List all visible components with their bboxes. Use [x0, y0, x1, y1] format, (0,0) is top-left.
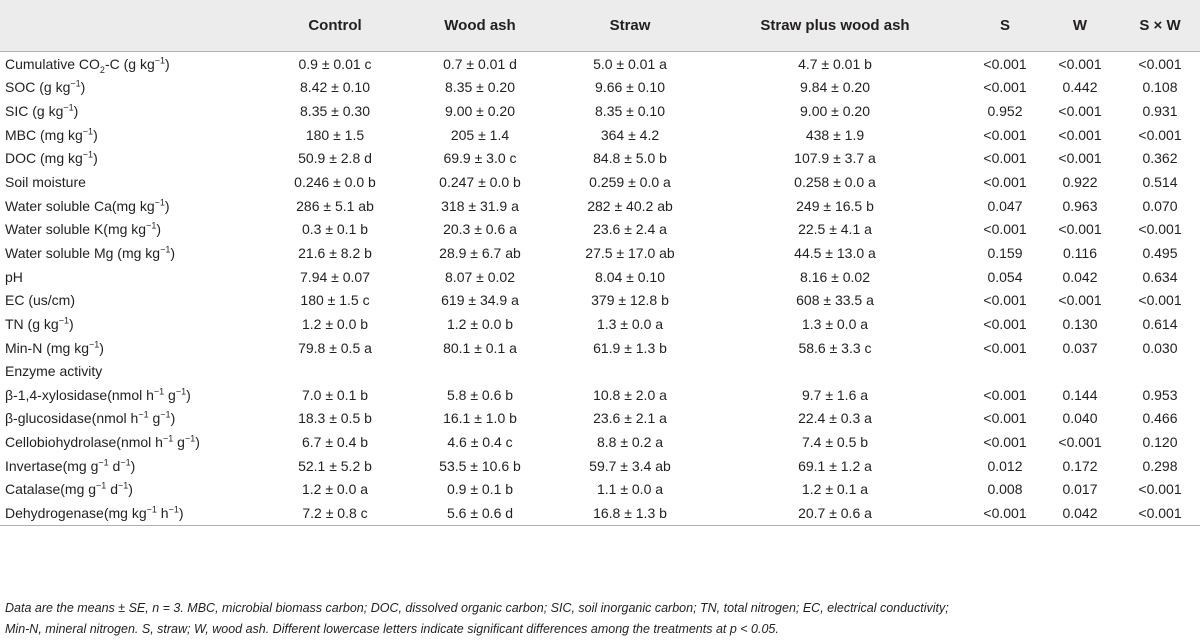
cell-control	[270, 359, 400, 383]
cell-straw-plus-wood-ash: 9.84 ± 0.20	[800, 79, 870, 96]
cell-control: 7.2 ± 0.8 c	[270, 501, 400, 525]
cell-straw: 84.8 ± 5.0 b	[593, 150, 667, 167]
row-label-part: Water soluble K(mg kg	[5, 221, 147, 238]
col-header-wood-ash: Wood ash	[400, 0, 560, 52]
table-row	[0, 430, 1200, 454]
row-label-part: −1	[138, 409, 149, 420]
row-label-part: )	[186, 386, 191, 403]
cell-sxw: 0.614	[1142, 315, 1178, 332]
cell-sxw: <0.001	[1138, 481, 1182, 498]
row-label	[0, 52, 270, 76]
cell-w: 0.037	[1062, 339, 1098, 356]
row-label-part: )	[80, 79, 86, 96]
cell-control: 52.1 ± 5.2 b	[298, 457, 372, 474]
row-label-part: −1	[82, 126, 94, 137]
row-label-part: −1	[98, 457, 109, 468]
row-label-part: Water soluble Mg (mg kg	[5, 244, 161, 261]
cell-wood-ash: 5.8 ± 0.6 b	[446, 386, 514, 403]
cell-straw-plus-wood-ash: 438 ± 1.9	[805, 126, 865, 143]
cell-s: 0.054	[987, 268, 1023, 285]
cell-s: <0.001	[983, 174, 1027, 191]
cell-straw-plus-wood-ash	[700, 359, 970, 383]
cell-control: 7.0 ± 0.1 b	[301, 386, 369, 403]
cell-wood-ash: 0.247 ± 0.0 b	[439, 174, 521, 191]
row-label-part: −1	[63, 102, 74, 113]
col-header-sxw: S × W	[1120, 0, 1200, 52]
row-label	[0, 336, 270, 360]
cell-w: 0.144	[1062, 386, 1098, 403]
cell-straw-plus-wood-ash: 0.258 ± 0.0 a	[794, 174, 876, 191]
row-label-part: β-1,4-xylosidase(nmol h	[5, 386, 154, 403]
cell-straw: 364 ± 4.2	[600, 126, 660, 143]
col-header-straw-plus-wood-ash: Straw plus wood ash	[700, 0, 970, 52]
cell-straw-plus-wood-ash: 249 ± 16.5 b	[796, 197, 874, 214]
cell-w: 0.040	[1062, 410, 1098, 427]
cell-sxw: <0.001	[1138, 126, 1182, 143]
table-row	[0, 288, 1200, 312]
row-label	[0, 217, 270, 241]
cell-wood-ash	[400, 359, 560, 383]
cell-straw-plus-wood-ash: 608 ± 33.5 a	[796, 292, 874, 309]
footnote-line-1: Data are the means ± SE, n = 3. MBC, microbial biomass carbon; DOC, dissolved organic carbon; SIC, soil inorganic carbon; TN, total nitrogen; EC, electrical conductivity;	[5, 601, 949, 615]
cell-sxw: 0.030	[1142, 339, 1178, 356]
cell-wood-ash: 16.1 ± 1.0 b	[443, 410, 517, 427]
cell-straw-plus-wood-ash: 4.7 ± 0.01 b	[798, 55, 872, 72]
cell-control: 0.246 ± 0.0 b	[294, 174, 376, 191]
cell-w	[1040, 359, 1120, 383]
row-label-part: Enzyme activity	[5, 363, 103, 380]
cell-s: <0.001	[983, 410, 1027, 427]
row-label-part: 2	[99, 64, 105, 75]
table-row	[0, 194, 1200, 218]
row-label-part: EC (us/cm)	[5, 292, 75, 309]
row-label-part: −1	[120, 457, 131, 468]
cell-straw: 16.8 ± 1.3 b	[560, 501, 700, 525]
col-header-w: W	[1040, 0, 1120, 52]
cell-w: 0.042	[1040, 501, 1120, 525]
row-label	[0, 383, 270, 407]
cell-straw-plus-wood-ash: 107.9 ± 3.7 a	[794, 150, 876, 167]
row-label-part: d	[106, 481, 118, 498]
row-label-part: −1	[146, 504, 157, 515]
row-label	[0, 407, 270, 431]
cell-s: 0.008	[987, 481, 1023, 498]
row-label-part: SOC (g kg	[5, 79, 71, 96]
cell-w: <0.001	[1058, 434, 1102, 451]
cell-wood-ash: 69.9 ± 3.0 c	[443, 150, 517, 167]
cell-w: 0.116	[1063, 244, 1097, 261]
cell-s: <0.001	[983, 126, 1027, 143]
col-header-control: Control	[270, 0, 400, 52]
cell-straw-plus-wood-ash: 22.4 ± 0.3 a	[798, 410, 872, 427]
cell-control: 8.35 ± 0.30	[300, 103, 370, 120]
cell-sxw: 0.953	[1142, 386, 1178, 403]
row-label-part: )	[130, 457, 136, 474]
row-label-part: −1	[89, 338, 100, 349]
cell-straw: 10.8 ± 2.0 a	[593, 386, 667, 403]
cell-s: <0.001	[983, 221, 1027, 238]
cell-straw: 1.3 ± 0.0 a	[596, 315, 664, 332]
cell-s: 0.012	[987, 457, 1023, 474]
table-row	[0, 241, 1200, 265]
cell-sxw: 0.070	[1142, 197, 1178, 214]
cell-control: 7.94 ± 0.07	[300, 268, 370, 285]
cell-wood-ash: 0.9 ± 0.1 b	[446, 481, 514, 498]
cell-control: 21.6 ± 8.2 b	[298, 244, 372, 261]
cell-straw: 1.1 ± 0.0 a	[596, 481, 664, 498]
table-row	[0, 99, 1200, 123]
col-header-variable	[0, 0, 270, 52]
row-label	[0, 241, 270, 265]
row-label-part: −1	[168, 504, 179, 515]
row-label-part: )	[99, 339, 104, 356]
cell-w: 0.172	[1062, 457, 1098, 474]
row-label-part: )	[93, 150, 98, 167]
row-label	[0, 288, 270, 312]
cell-sxw: 0.495	[1142, 244, 1178, 261]
row-label-part: g	[148, 410, 161, 427]
row-label-part: )	[170, 244, 176, 261]
table-footnote	[5, 598, 1195, 640]
table-row	[0, 383, 1200, 407]
col-header-s: S	[970, 0, 1040, 52]
cell-straw: 8.04 ± 0.10	[595, 268, 665, 285]
row-label-part: −1	[154, 55, 165, 66]
cell-straw: 9.66 ± 0.10	[595, 79, 665, 96]
cell-w: <0.001	[1058, 221, 1102, 238]
cell-s: <0.001	[983, 434, 1027, 451]
cell-sxw: <0.001	[1138, 292, 1182, 309]
cell-straw: 27.5 ± 17.0 ab	[585, 244, 675, 261]
row-label-part: Invertase(mg g	[5, 457, 99, 474]
table-row	[0, 359, 1200, 383]
cell-control: 8.42 ± 0.10	[300, 79, 370, 96]
cell-wood-ash: 53.5 ± 10.6 b	[439, 457, 521, 474]
row-label-part: −1	[160, 409, 171, 420]
cell-s: 0.952	[987, 103, 1023, 120]
row-label-part: −1	[175, 386, 187, 397]
cell-sxw: 0.514	[1142, 174, 1178, 191]
cell-straw: 61.9 ± 1.3 b	[593, 339, 667, 356]
table-row	[0, 478, 1200, 502]
cell-sxw: 0.298	[1142, 457, 1178, 474]
cell-straw-plus-wood-ash: 44.5 ± 13.0 a	[794, 244, 876, 261]
row-label-part: h	[156, 504, 169, 521]
cell-straw: 8.35 ± 0.10	[595, 103, 665, 120]
table-row	[0, 265, 1200, 289]
row-label	[0, 99, 270, 123]
cell-w: <0.001	[1058, 103, 1102, 120]
cell-wood-ash: 205 ± 1.4	[450, 126, 510, 143]
table-body	[0, 52, 1200, 526]
row-label-part: β-glucosidase(nmol h	[5, 410, 139, 427]
row-label-part: SIC (g kg	[5, 103, 64, 120]
row-label-part: )	[73, 103, 79, 120]
cell-s: 0.159	[987, 244, 1023, 261]
cell-w: 0.922	[1062, 174, 1098, 191]
row-label-part: Water soluble Ca(mg kg	[5, 197, 155, 214]
cell-straw-plus-wood-ash: 8.16 ± 0.02	[800, 268, 870, 285]
footnote-line-2: Min-N, mineral nitrogen. S, straw; W, wood ash. Different lowercase letters indicate significant differences among the treatments at p < 0.05.	[5, 622, 779, 636]
cell-straw-plus-wood-ash: 9.7 ± 1.6 a	[801, 386, 869, 403]
cell-s: <0.001	[983, 150, 1027, 167]
cell-control: 0.3 ± 0.1 b	[301, 221, 369, 238]
row-label-part: )	[93, 126, 98, 143]
table-row	[0, 217, 1200, 241]
row-label-part: −1	[118, 480, 129, 491]
row-label-part: Cumulative CO	[5, 55, 100, 72]
cell-straw-plus-wood-ash: 20.7 ± 0.6 a	[700, 501, 970, 525]
row-label-part: −1	[160, 244, 171, 255]
cell-control: 1.2 ± 0.0 b	[301, 315, 369, 332]
cell-control: 1.2 ± 0.0 a	[301, 481, 369, 498]
row-label	[0, 359, 270, 383]
cell-w: 0.963	[1062, 197, 1098, 214]
cell-wood-ash: 318 ± 31.9 a	[441, 197, 519, 214]
row-label-part: )	[178, 504, 184, 521]
row-label-part: −1	[96, 480, 107, 491]
cell-wood-ash: 9.00 ± 0.20	[445, 103, 515, 120]
cell-straw: 0.259 ± 0.0 a	[589, 174, 671, 191]
row-label	[0, 147, 270, 171]
table-row	[0, 454, 1200, 478]
cell-wood-ash: 80.1 ± 0.1 a	[443, 339, 517, 356]
row-label-part: −1	[154, 197, 165, 207]
cell-wood-ash: 0.7 ± 0.01 d	[443, 55, 517, 72]
cell-straw-plus-wood-ash: 1.3 ± 0.0 a	[801, 315, 869, 332]
row-label	[0, 478, 270, 502]
table-row	[0, 52, 1200, 76]
cell-s: 0.047	[987, 197, 1023, 214]
cell-straw: 8.8 ± 0.2 a	[596, 434, 664, 451]
row-label-part: )	[68, 315, 74, 332]
cell-w: 0.042	[1062, 268, 1098, 285]
cell-straw: 5.0 ± 0.01 a	[593, 55, 667, 72]
cell-straw-plus-wood-ash: 1.2 ± 0.1 a	[801, 481, 869, 498]
row-label	[0, 501, 270, 525]
cell-s: <0.001	[983, 386, 1027, 403]
cell-wood-ash: 1.2 ± 0.0 b	[446, 315, 514, 332]
cell-w: 0.442	[1062, 79, 1098, 96]
row-label-part: DOC (mg kg	[5, 150, 83, 167]
header-row	[0, 0, 1200, 52]
table-row	[0, 312, 1200, 336]
cell-wood-ash: 20.3 ± 0.6 a	[443, 221, 517, 238]
row-label-part: −1	[153, 386, 165, 397]
row-label-part: Soil moisture	[5, 174, 86, 191]
row-label-part: −1	[162, 433, 174, 444]
row-label	[0, 454, 270, 478]
cell-straw-plus-wood-ash: 69.1 ± 1.2 a	[798, 457, 872, 474]
cell-s: <0.001	[983, 339, 1027, 356]
cell-straw-plus-wood-ash: 7.4 ± 0.5 b	[801, 434, 869, 451]
row-label-part: −1	[82, 149, 94, 160]
cell-w: <0.001	[1058, 150, 1102, 167]
cell-control: 286 ± 5.1 ab	[296, 197, 374, 214]
row-label-part: )	[164, 197, 170, 214]
cell-w: <0.001	[1058, 126, 1102, 143]
cell-w: <0.001	[1058, 55, 1102, 72]
table-row	[0, 147, 1200, 171]
row-label-part: )	[195, 434, 200, 451]
row-label	[0, 265, 270, 289]
cell-wood-ash: 28.9 ± 6.7 ab	[439, 244, 521, 261]
cell-control: 6.7 ± 0.4 b	[301, 434, 369, 451]
row-label-part: )	[170, 410, 176, 427]
cell-s: <0.001	[983, 55, 1027, 72]
row-label	[0, 170, 270, 194]
row-label-part: MBC (mg kg	[5, 126, 83, 143]
row-label-part: Catalase(mg g	[5, 481, 97, 498]
row-label-part: pH	[5, 268, 23, 285]
cell-wood-ash: 8.07 ± 0.02	[445, 268, 515, 285]
cell-wood-ash: 619 ± 34.9 a	[441, 292, 519, 309]
row-label-part: −1	[184, 433, 196, 444]
cell-straw-plus-wood-ash: 58.6 ± 3.3 c	[798, 339, 872, 356]
cell-s: <0.001	[983, 79, 1027, 96]
cell-straw	[560, 359, 700, 383]
cell-sxw: 0.362	[1142, 150, 1178, 167]
row-label	[0, 430, 270, 454]
cell-control: 50.9 ± 2.8 d	[298, 150, 372, 167]
row-label-part: Cellobiohydrolase(nmol h	[5, 434, 163, 451]
row-label	[0, 194, 270, 218]
cell-straw: 23.6 ± 2.4 a	[593, 221, 667, 238]
table-row	[0, 501, 1200, 525]
cell-s: <0.001	[970, 501, 1040, 525]
row-label-part: )	[165, 55, 170, 72]
row-label-part: )	[128, 481, 133, 498]
row-label-part: -C (g kg	[104, 55, 155, 72]
row-label-part: )	[156, 221, 162, 238]
cell-sxw: 0.466	[1142, 410, 1178, 427]
cell-s: <0.001	[983, 315, 1027, 332]
row-label-part: −1	[146, 220, 157, 231]
row-label	[0, 76, 270, 100]
cell-w: 0.130	[1062, 315, 1098, 332]
cell-w: <0.001	[1058, 292, 1102, 309]
cell-wood-ash: 8.35 ± 0.20	[445, 79, 515, 96]
row-label-part: −1	[58, 315, 69, 326]
row-label	[0, 123, 270, 147]
row-label-part: TN (g kg	[5, 315, 59, 332]
row-label-part: Dehydrogenase(mg kg	[5, 504, 147, 521]
cell-straw-plus-wood-ash: 22.5 ± 4.1 a	[798, 221, 872, 238]
cell-s: <0.001	[983, 292, 1027, 309]
table-row	[0, 76, 1200, 100]
row-label-part: g	[164, 386, 176, 403]
row-label-part: g	[173, 434, 185, 451]
cell-s	[970, 359, 1040, 383]
table-row	[0, 336, 1200, 360]
cell-sxw: 0.108	[1142, 79, 1178, 96]
cell-straw: 379 ± 12.8 b	[591, 292, 669, 309]
cell-sxw: <0.001	[1138, 55, 1182, 72]
row-label-part: −1	[70, 78, 81, 89]
table-row	[0, 170, 1200, 194]
row-label	[0, 312, 270, 336]
row-label-part: Min-N (mg kg	[5, 339, 90, 356]
cell-control: 79.8 ± 0.5 a	[298, 339, 372, 356]
cell-sxw	[1120, 359, 1200, 383]
cell-wood-ash: 5.6 ± 0.6 d	[400, 501, 560, 525]
cell-w: 0.017	[1062, 481, 1098, 498]
cell-control: 0.9 ± 0.01 c	[298, 55, 372, 72]
row-label-part: d	[108, 457, 121, 474]
cell-control: 180 ± 1.5	[305, 126, 365, 143]
cell-control: 180 ± 1.5 c	[300, 292, 370, 309]
cell-sxw: 0.931	[1142, 103, 1178, 120]
cell-straw: 59.7 ± 3.4 ab	[589, 457, 671, 474]
cell-straw: 23.6 ± 2.1 a	[593, 410, 667, 427]
cell-sxw: <0.001	[1138, 221, 1182, 238]
table-row	[0, 407, 1200, 431]
cell-control: 18.3 ± 0.5 b	[298, 410, 372, 427]
col-header-straw: Straw	[560, 0, 700, 52]
table-row	[0, 123, 1200, 147]
cell-sxw: <0.001	[1120, 501, 1200, 525]
cell-straw-plus-wood-ash: 9.00 ± 0.20	[800, 103, 870, 120]
cell-straw: 282 ± 40.2 ab	[587, 197, 673, 214]
cell-sxw: 0.634	[1142, 268, 1178, 285]
cell-sxw: 0.120	[1142, 434, 1178, 451]
cell-wood-ash: 4.6 ± 0.4 c	[447, 434, 513, 451]
